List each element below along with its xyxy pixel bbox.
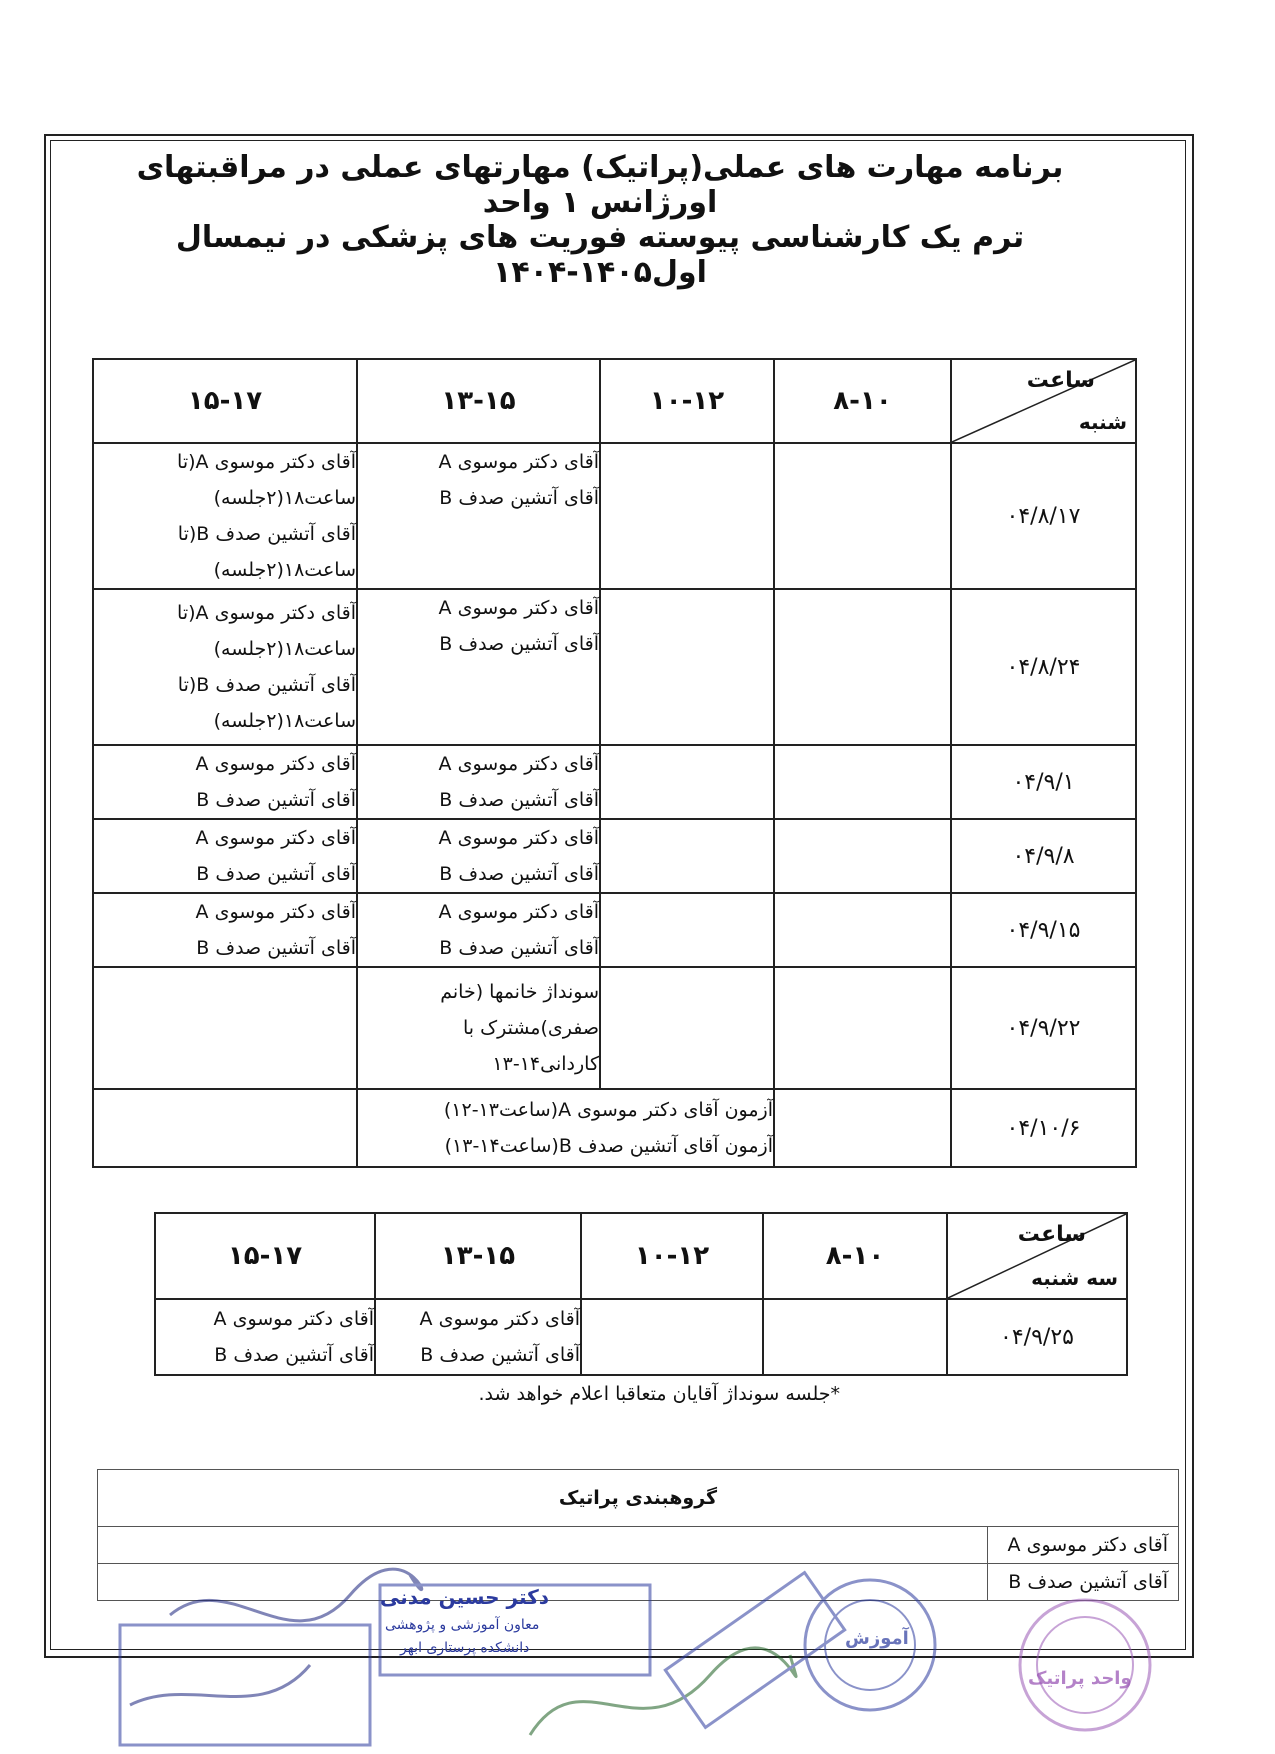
stamp-role: معاون آموزشی و پژوهشی <box>385 1617 540 1633</box>
footnote: *جلسه سونداژ آقایان متعاقبا اعلام خواهد شد. <box>478 1383 840 1405</box>
session-line: آقای دکتر موسوی A <box>438 597 599 619</box>
session-line: آقای آتشین صدف B <box>439 789 599 811</box>
session-line: ساعت۱۸(۲جلسه) <box>213 559 356 581</box>
empty-cell <box>774 819 951 893</box>
date-cell: ۰۴/۸/۲۴ <box>951 589 1136 745</box>
session-cell <box>357 893 600 967</box>
session-line: آقای دکتر موسوی A(تا <box>177 602 356 624</box>
date-cell: ۰۴/۸/۱۷ <box>951 443 1136 589</box>
corner-label-time: ساعت <box>1026 368 1095 393</box>
session-line: آقای دکتر موسوی A <box>195 901 356 923</box>
session-cell <box>357 745 600 819</box>
date-cell: ۰۴/۹/۸ <box>951 819 1136 893</box>
time-header: ۱۳-۱۵ <box>375 1213 581 1299</box>
group-name: آقای دکتر موسوی A <box>988 1527 1179 1564</box>
time-header: ۱۵-۱۷ <box>93 359 357 443</box>
session-line: سونداژ خانمها (خانم <box>440 981 599 1003</box>
session-line: آقای آتشین صدف B <box>214 1344 374 1366</box>
session-line: آقای دکتر موسوی A <box>419 1308 580 1330</box>
table-row <box>93 893 1136 967</box>
exam-cell <box>357 1089 774 1167</box>
session-cell <box>93 745 357 819</box>
time-header: ۸-۱۰ <box>763 1213 947 1299</box>
empty-cell <box>600 893 774 967</box>
empty-cell <box>774 893 951 967</box>
session-line: آقای دکتر موسوی A <box>438 451 599 473</box>
session-line: آقای دکتر موسوی A(تا <box>177 451 356 473</box>
empty-cell <box>774 967 951 1089</box>
session-line: آقای دکتر موسوی A <box>438 753 599 775</box>
date-cell: ۰۴/۹/۲۵ <box>947 1299 1127 1375</box>
empty-cell <box>600 589 774 745</box>
session-line: کاردانی۱۴-۱۳ <box>492 1053 599 1075</box>
session-line: آقای دکتر موسوی A <box>213 1308 374 1330</box>
session-line: ساعت۱۸(۲جلسه) <box>213 638 356 660</box>
stamp-practical-text: واحد پراتیک <box>1028 1668 1132 1689</box>
grouping-title: گروهبندی پراتیک <box>98 1470 1179 1527</box>
table-row <box>93 589 1136 745</box>
session-line: آقای آتشین صدف B(تا <box>177 523 356 545</box>
empty-cell <box>600 819 774 893</box>
table-row <box>93 967 1136 1089</box>
corner-label-day: شنبه <box>1078 410 1127 434</box>
session-line: آقای دکتر موسوی A <box>195 827 356 849</box>
session-line: آقای آتشین صدف B <box>439 487 599 509</box>
session-cell <box>357 819 600 893</box>
session-cell <box>93 443 357 589</box>
session-cell <box>93 819 357 893</box>
header-corner-cell <box>947 1213 1127 1299</box>
session-line: آقای آتشین صدف B <box>439 937 599 959</box>
exam-line: آزمون آقای آتشین صدف B(ساعت۱۴-۱۳) <box>444 1135 773 1157</box>
date-cell: ۰۴/۹/۲۲ <box>951 967 1136 1089</box>
title-line-2: ترم یک کارشناسی پیوسته فوریت های پزشکی در نیمسال اول۱۴۰۵-۱۴۰۴ <box>175 220 1025 290</box>
time-header: ۱۳-۱۵ <box>357 359 600 443</box>
header-corner-cell <box>951 359 1136 443</box>
session-line: آقای آتشین صدف B <box>439 863 599 885</box>
session-line: ساعت۱۸(۲جلسه) <box>213 710 356 732</box>
empty-cell <box>763 1299 947 1375</box>
session-line: صفری)مشترک با <box>463 1017 599 1039</box>
group-name: آقای آتشین صدف B <box>988 1564 1179 1601</box>
session-line: آقای آتشین صدف B <box>420 1344 580 1366</box>
schedule-table-saturday <box>92 358 1137 1168</box>
stamp-org: دانشکده پرستاری ابهر <box>400 1640 530 1656</box>
session-cell <box>155 1299 375 1375</box>
session-line: آقای دکتر موسوی A <box>438 827 599 849</box>
table-row <box>155 1299 1127 1375</box>
empty-cell <box>600 967 774 1089</box>
date-cell: ۰۴/۹/۱ <box>951 745 1136 819</box>
empty-cell <box>774 745 951 819</box>
session-line: آقای آتشین صدف B(تا <box>177 674 356 696</box>
table-row <box>93 819 1136 893</box>
empty-cell <box>93 1089 357 1167</box>
session-line: آقای آتشین صدف B <box>439 633 599 655</box>
date-cell: ۰۴/۹/۱۵ <box>951 893 1136 967</box>
exam-line: آزمون آقای دکتر موسوی A(ساعت۱۳-۱۲) <box>443 1099 773 1121</box>
time-header: ۱۵-۱۷ <box>155 1213 375 1299</box>
session-cell <box>375 1299 581 1375</box>
session-line: آقای دکتر موسوی A <box>438 901 599 923</box>
session-cell <box>357 967 600 1089</box>
title-line-1: برنامه مهارت های عملی(پراتیک) مهارتهای عملی در مراقبتهای اورژانس ۱ واحد <box>136 150 1064 220</box>
session-line: آقای دکتر موسوی A <box>195 753 356 775</box>
session-line: ساعت۱۸(۲جلسه) <box>213 487 356 509</box>
session-cell <box>357 443 600 589</box>
time-header: ۱۰-۱۲ <box>581 1213 763 1299</box>
table-row <box>93 745 1136 819</box>
table-row <box>93 443 1136 589</box>
empty-cell <box>774 1089 951 1167</box>
corner-label-time: ساعت <box>1017 1222 1086 1247</box>
empty-cell <box>581 1299 763 1375</box>
schedule-table-tuesday <box>154 1212 1128 1376</box>
time-header: ۸-۱۰ <box>774 359 951 443</box>
empty-cell <box>600 745 774 819</box>
empty-cell <box>774 443 951 589</box>
stamp-circle-text: آموزش <box>845 1628 909 1649</box>
session-line: آقای آتشین صدف B <box>196 937 356 959</box>
empty-cell <box>600 443 774 589</box>
date-cell: ۰۴/۱۰/۶ <box>951 1089 1136 1167</box>
corner-label-day: سه شنبه <box>1031 1266 1118 1290</box>
practical-unit-stamp <box>1000 1590 1170 1740</box>
session-cell <box>93 893 357 967</box>
empty-cell <box>93 967 357 1089</box>
session-cell <box>357 589 600 745</box>
session-line: آقای آتشین صدف B <box>196 789 356 811</box>
table-row <box>93 1089 1136 1167</box>
stamp-name: دکتر حسین مدنی <box>380 1585 550 1609</box>
empty-cell <box>774 589 951 745</box>
time-header: ۱۰-۱۲ <box>600 359 774 443</box>
session-line: آقای آتشین صدف B <box>196 863 356 885</box>
session-cell <box>93 589 357 745</box>
